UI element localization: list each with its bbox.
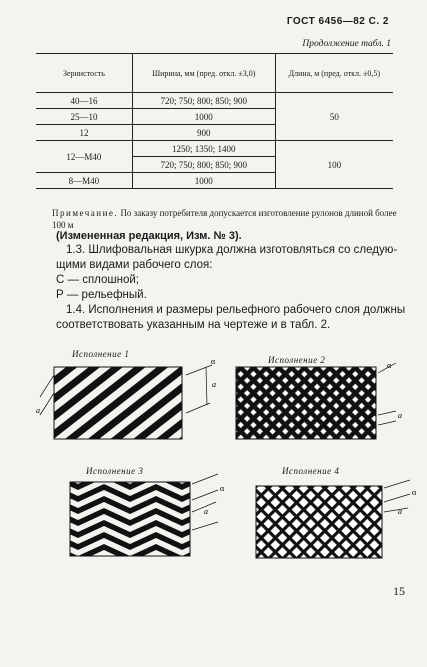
- width-cell: 900: [132, 125, 275, 141]
- col-width-header: Ширина, мм (пред. откл. ±3,0): [132, 54, 275, 93]
- dim-alpha-label: α: [387, 361, 392, 370]
- note-text: По заказу потребителя допускается изготовление рулонов длиной более 100 м: [52, 208, 397, 230]
- figure-4-drawing: [240, 472, 420, 562]
- width-cell: 720; 750; 800; 850; 900: [132, 157, 275, 173]
- figure-3-label: Исполнение 3: [86, 466, 144, 476]
- col-length-header: Длина, м (пред. откл. ±0,5): [275, 54, 393, 93]
- figure-1-label: Исполнение 1: [72, 349, 130, 359]
- table-row: [36, 141, 393, 157]
- table-continuation-caption: Продолжение табл. 1: [302, 39, 391, 49]
- dim-a-label: a: [212, 380, 216, 389]
- width-cell: 1000: [132, 173, 275, 189]
- figure-3-drawing: [52, 472, 232, 562]
- item-relief: Р — рельефный.: [56, 289, 147, 301]
- standard-header: ГОСТ 6456—82 С. 2: [286, 16, 389, 27]
- clause-1-3-line1: 1.3. Шлифовальная шкурка должна изготовляться со следую-: [66, 244, 398, 256]
- dim-a-label: a: [36, 406, 40, 415]
- figure-2-drawing: [228, 355, 408, 455]
- width-cell: 1250; 1350; 1400: [132, 141, 275, 157]
- dim-a-label: a: [398, 507, 402, 516]
- figure-2-label: Исполнение 2: [268, 355, 326, 365]
- table-row: [36, 93, 393, 109]
- length-cell: 50: [275, 93, 393, 141]
- clause-1-3-line2: щими видами рабочего слоя:: [56, 259, 213, 271]
- page-number: 15: [393, 584, 405, 598]
- grit-cell: 12: [79, 127, 89, 138]
- dim-a-label: a: [204, 507, 208, 516]
- table-note: [52, 207, 407, 231]
- dim-alpha-label: α: [211, 357, 216, 366]
- grit-cell: 40—16: [70, 95, 98, 106]
- grit-cell: 12—M40: [36, 141, 132, 173]
- figure-4-label: Исполнение 4: [282, 466, 340, 476]
- amendment-line: (Измененная редакция, Изм. № 3).: [56, 230, 242, 242]
- dim-alpha-label: α: [220, 484, 225, 493]
- dimensions-table: [36, 53, 393, 189]
- clause-1-4-line2: соответствовать указанным на чертеже и в табл. 2.: [56, 319, 331, 331]
- grit-cell: 25—10: [70, 111, 98, 122]
- length-cell: 100: [275, 141, 393, 189]
- clause-1-4-line1: 1.4. Исполнения и размеры рельефного рабочего слоя должны: [66, 304, 406, 316]
- item-solid: С — сплошной;: [56, 274, 139, 286]
- width-cell: 1000: [132, 109, 275, 125]
- col-grit-header: Зернистость: [36, 54, 132, 93]
- width-cell: 720; 750; 800; 850; 900: [132, 93, 275, 109]
- figure-1-drawing: [36, 355, 226, 455]
- dim-alpha-label: α: [412, 488, 417, 497]
- grit-cell: 8—M40: [68, 175, 100, 186]
- note-label: Примечание.: [52, 208, 119, 218]
- dim-a-label: a: [398, 411, 402, 420]
